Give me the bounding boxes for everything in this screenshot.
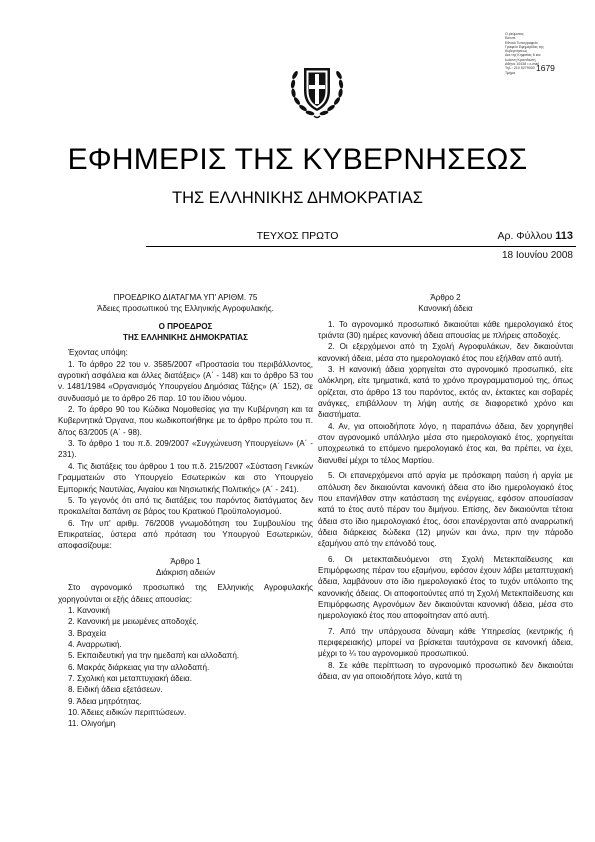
coat-of-arms-icon [287, 53, 347, 121]
paragraph: 6. Την υπ' αριθμ. 76/2008 γνωμοδότηση του Συμβουλίου της Επικρατείας, ύστερα από πρόταση του Υπουργού Εσωτερικών, αποφασίζουμε: [58, 518, 313, 551]
list-item: 4. Αναρρωτική. [68, 639, 122, 649]
paragraph: 4. Τις διατάξεις του άρθρου 1 του π.δ. 215/2007 «Σύσταση Γενικών Γραμματειών στο Υπουργείο Εσωτερικών και στο Υπουργείο Εμπορικής Ναυτιλίας, Αιγαίου και Νησιωτικής Πολιτικής» (Α΄ - 241). [58, 461, 313, 494]
paragraph: 7. Από την υπάρχουσα δύναμη κάθε Υπηρεσίας (κεντρικής ή περιφερειακής) μπορεί να βρίσκεται ταυτόχρονα σε κανονική άδεια, μέχρι το ¼ του αγρονομικού προσωπικού. [318, 626, 573, 659]
gazette-subtitle: ΤΗΣ ΕΛΛΗΝΙΚΗΣ ΔΗΜΟΚΡΑΤΙΑΣ [172, 189, 423, 207]
stamp-line: Ο ρεύματος [505, 32, 524, 36]
decree-subject: Άδειες προσωπικού της Ελληνικής Αγροφυλακής. [97, 304, 274, 314]
article-title: Κανονική άδεια [418, 304, 473, 314]
stamp-line: Εκτυπ. [505, 36, 517, 41]
sheet-number-value: 113 [555, 230, 573, 242]
left-column [58, 292, 313, 730]
issue-label: ΤΕΥΧΟΣ ΠΡΩΤΟ [256, 230, 339, 242]
list-item: 9. Άδεια μητρότητας. [68, 696, 142, 706]
stamp-line: Εθνικό Τυπογραφείο [505, 40, 538, 45]
list-item: 11. Ολιγοήμη [68, 719, 116, 729]
stamp-line: Γραφείο Εφημερίδας της [505, 44, 545, 49]
sheet-label: Αρ. Φύλλου [497, 230, 553, 242]
decree-number: ΠΡΟΕΔΡΙΚΟ ΔΙΑΤΑΓΜΑ ΥΠ' ΑΡΙΘΜ. 75 [113, 293, 258, 302]
article-heading: Άρθρο 2 [430, 293, 461, 302]
stamp-line: Δια της Κηφισίας 6 και [505, 53, 541, 58]
stamp-line: Κυβερνήσεως [505, 49, 528, 54]
paragraph: 1. Το άρθρο 22 του ν. 3585/2007 «Προστασία του περιβάλλοντος, αγροτική ασφάλεια και άλλες διατάξεις» (Α΄ - 148) και το άρθρο 53 του ν. 1481/1984 «Οργανισμός Υπουργείου Δημόσιας Τάξης» (Α΄ 152), σε συνδυασμό με το άρθρο 26 παρ. 10 του ίδιου νόμου. [58, 359, 313, 403]
list-item: 5. Εκπαιδευτική για την ημεδαπή και αλλοδαπή. [68, 651, 240, 661]
header-rule [146, 246, 576, 247]
paragraph: 1. Το αγρονομικό προσωπικό δικαιούται κάθε ημερολογιακό έτος τριάντα (30) ημέρες κανονική άδεια απουσίας με πλήρεις αποδοχές. [318, 319, 573, 341]
list-item: 6. Μακράς διάρκειας για την αλλοδαπή. [68, 662, 210, 672]
article-heading: Άρθρο 1 [170, 556, 201, 566]
stamp-line: Ιωάννη Κρανιδιώτη [505, 57, 536, 62]
article-title: Διάκριση αδειών [155, 567, 216, 577]
president-heading-2: ΤΗΣ ΕΛΛΗΝΙΚΗΣ ΔΗΜΟΚΡΑΤΙΑΣ [123, 333, 248, 343]
gazette-title: ΕΦΗΜΕΡΙΣ ΤΗΣ ΚΥΒΕΡΝΗΣΕΩΣ [67, 143, 528, 176]
right-column [318, 292, 573, 682]
page-number: 1679 [536, 63, 555, 73]
sheet-number [497, 230, 573, 242]
list-item: 1. Κανονική [68, 605, 110, 615]
paragraph: 2. Το άρθρο 90 του Κώδικα Νομοθεσίας για την Κυβέρνηση και τα Κυβερνητικά Όργανα, που κωδικοποιήθηκε με το άρθρο πρώτο του π. δ/τος 63/2005 (Α΄ - 98). [58, 405, 313, 437]
list-item: 7. Σχολική και μεταπτυχιακή άδεια. [68, 674, 192, 683]
paragraph: 6. Οι μετεκπαιδευόμενοι στη Σχολή Μετεκπαίδευσης και Επιμόρφωσης πέραν του εξαμήνου, εφόσον έχουν λάβει μεταπτυχιακή άδεια, λαμβάνουν στο ίδιο ημερολογιακό έτος το τυχόν υπόλοιπο της κανονικής άδειας. Οι αποφοιτούντες από τη Σχολή Μετεκπαίδευσης και Επιμόρφωσης Αγρονόμων δεν δικαιούνται κανονική άδεια, μέσα στο ημερολογιακό έτος που αποφοίτησαν από αυτή. [318, 554, 573, 621]
list-item: 3. Βραχεία [68, 628, 107, 638]
list-item: 8. Ειδική άδεια εξετάσεων. [68, 685, 163, 695]
list-item: 2. Κανονική με μειωμένες αποδοχές. [68, 617, 199, 627]
paragraph: 5. Οι επανερχόμενοι από αργία με πρόσκαιρη παύση ή αργία με απόλυση δεν δικαιούνται κανονική άδεια στο ίδιο ημερολογιακό έτος που επανήλθαν στην κατάσταση της ενέργειας, εφόσον απουσίασαν κατά το έτος αυτό πέραν του διμήνου. Επίσης, δεν δικαιούνται τέτοια άδεια στο ίδιο ημερολογιακό έτος, όσοι επανέρχονται από αναρρωτική άδεια διάρκειας δώδεκα (12) μηνών και άνω, πριν την πάροδο εξαμήνου από την επάνοδό τους. [318, 471, 573, 549]
list-item: 10. Άδειες ειδικών περιπτώσεων. [68, 708, 187, 718]
stamp-line: Τηλ.: 210 5279000 [505, 66, 535, 71]
paragraph: 8. Σε κάθε περίπτωση το αγρονομικό προσωπικό δεν δικαιούται άδεια, αν για οποιοδήποτε λόγο, κατά τη [318, 660, 573, 681]
paragraph: 5. Το γεγονός ότι από τις διατάξεις του παρόντος διατάγματος δεν προκαλείται δαπάνη σε βάρος του Κρατικού Προϋπολογισμού. [58, 495, 313, 517]
stamp-line: Τμήμα [505, 70, 516, 75]
paragraph: 3. Το άρθρο 1 του π.δ. 209/2007 «Συγχώνευση Υπουργείων» (Α΄ - 231). [58, 439, 313, 460]
paragraph: Στο αγρονομικό προσωπικό της Ελληνικής Αγροφυλακής χορηγούνται οι εξής άδειες απουσίας: [58, 583, 313, 604]
president-heading: Ο ΠΡΟΕΔΡΟΣ [158, 321, 213, 331]
issue-date: 18 Ιουνίου 2008 [502, 250, 573, 261]
paragraph: 3. Η κανονική άδεια χορηγείται στο αγρονομικό προσωπικό, είτε ολόκληρη, είτε τμηματικά, κατά το χρόνο προγραμματισμού της, όπως ορίζεται, στο άρθρο 13 του παρόντος, εκτός αν, έκτακτες και σοβαρές ανάγκες, επιβάλλουν τη λήψη αυτής σε διαφορετικό χρόνο και διαστήματα. [318, 365, 573, 420]
paragraph: 4. Αν, για οποιοδήποτε λόγο, η παραπάνω άδεια, δεν χορηγηθεί στον αγρονομικό υπάλληλο μέσα στο ημερολογιακό έτος, χορηγείται υποχρεωτικά το επόμενο ημερολογιακό έτος και, θα πρέπει, να έχει, διανυθεί μέχρι το τέλος Μαρτίου. [318, 421, 573, 465]
paragraph: 2. Οι εξερχόμενοι από τη Σχολή Αγροφυλάκων, δεν δικαιούνται κανονική άδεια, μέσα στο ημερολογιακό έτος που εξήλθαν από αυτή. [318, 342, 573, 363]
stamp-line: Αθήνα 10438 • ε-mail [505, 62, 539, 67]
having-regard: Έχοντας υπόψη: [68, 348, 128, 358]
